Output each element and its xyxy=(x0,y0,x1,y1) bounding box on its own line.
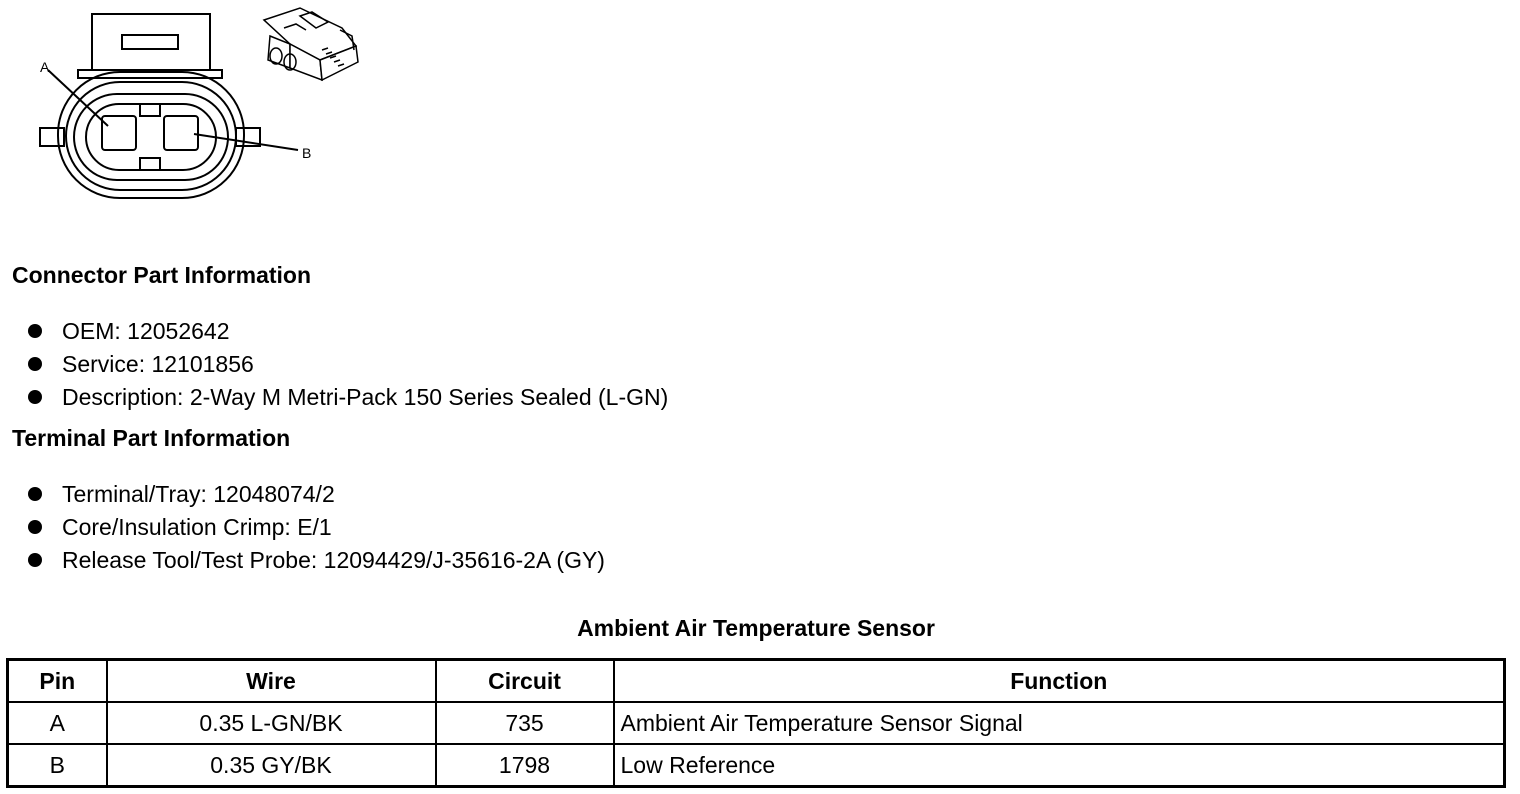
bullet-icon xyxy=(28,357,42,371)
bullet-icon xyxy=(28,520,42,534)
cell-pin: B xyxy=(8,744,107,787)
latch-housing xyxy=(92,14,210,70)
connector-info-list xyxy=(28,317,668,416)
bullet-icon xyxy=(28,390,42,404)
list-item: Description: 2-Way M Metri-Pack 150 Series Sealed (L-GN) xyxy=(28,383,668,416)
terminal-section-title: Terminal Part Information xyxy=(12,425,291,451)
table-row xyxy=(8,744,1505,787)
cavity-b xyxy=(164,116,198,150)
connector-diagram xyxy=(0,0,380,230)
terminal-info-list xyxy=(28,480,605,579)
header-wire: Wire xyxy=(107,660,436,703)
cell-wire: 0.35 L-GN/BK xyxy=(107,702,436,744)
left-ear-tab xyxy=(40,128,64,146)
list-item: Release Tool/Test Probe: 12094429/J-35616-2A (GY) xyxy=(28,546,605,579)
pin-label-b: B xyxy=(302,145,312,161)
cell-function: Ambient Air Temperature Sensor Signal xyxy=(614,702,1505,744)
cell-circuit: 1798 xyxy=(436,744,614,787)
list-item: OEM: 12052642 xyxy=(28,317,668,350)
connector-section-title: Connector Part Information xyxy=(12,262,312,288)
bullet-icon xyxy=(28,487,42,501)
list-item: Service: 12101856 xyxy=(28,350,668,383)
table-row xyxy=(8,702,1505,744)
cell-wire: 0.35 GY/BK xyxy=(107,744,436,787)
list-item: Terminal/Tray: 12048074/2 xyxy=(28,480,605,513)
header-circuit: Circuit xyxy=(436,660,614,703)
bullet-icon xyxy=(28,553,42,567)
header-function: Function xyxy=(614,660,1505,703)
table-caption: Ambient Air Temperature Sensor xyxy=(577,615,935,641)
header-pin: Pin xyxy=(8,660,107,703)
list-item: Core/Insulation Crimp: E/1 xyxy=(28,513,605,546)
pinout-table xyxy=(6,658,1506,788)
cell-function: Low Reference xyxy=(614,744,1505,787)
table-header-row xyxy=(8,660,1505,703)
connector-perspective-drawing xyxy=(264,8,358,80)
cell-circuit: 735 xyxy=(436,702,614,744)
pin-label-a: A xyxy=(40,59,50,75)
bullet-icon xyxy=(28,324,42,338)
latch-window xyxy=(122,35,178,49)
cell-pin: A xyxy=(8,702,107,744)
cavity-a xyxy=(102,116,136,150)
